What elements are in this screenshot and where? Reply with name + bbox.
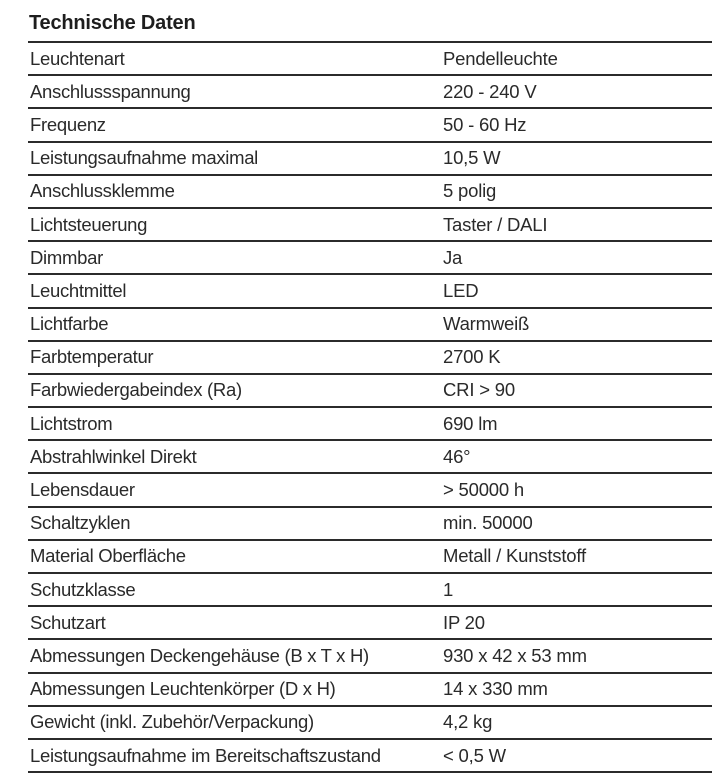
spec-value: 4,2 kg xyxy=(443,711,493,733)
spec-value: > 50000 h xyxy=(443,479,525,501)
table-row xyxy=(28,342,712,375)
spec-value: IP 20 xyxy=(443,611,485,633)
spec-label: Material Oberfläche xyxy=(30,545,186,567)
table-row xyxy=(28,375,712,408)
table-row xyxy=(28,607,712,640)
table-row xyxy=(28,707,712,740)
spec-label: Abstrahlwinkel Direkt xyxy=(30,445,197,467)
spec-label: Frequenz xyxy=(30,113,106,135)
spec-value: Warmweiß xyxy=(443,313,530,335)
spec-value: Pendelleuchte xyxy=(443,47,558,69)
spec-value: 2700 K xyxy=(443,346,501,368)
spec-value: LED xyxy=(443,279,479,301)
table-row xyxy=(28,109,712,142)
table-row xyxy=(28,43,712,76)
spec-value: Metall / Kunststoff xyxy=(443,545,586,567)
table-row xyxy=(28,574,712,607)
spec-value: CRI > 90 xyxy=(443,379,515,401)
spec-label: Leuchtmittel xyxy=(30,279,127,301)
spec-label: Lichtstrom xyxy=(30,412,113,434)
spec-value: 220 - 240 V xyxy=(443,80,537,102)
section-title: Technische Daten xyxy=(29,12,196,34)
table-row xyxy=(28,242,712,275)
specs-table xyxy=(28,41,712,773)
table-row xyxy=(28,474,712,507)
spec-label: Lichtfarbe xyxy=(30,313,109,335)
table-row xyxy=(28,508,712,541)
spec-label: Leuchtenart xyxy=(30,47,125,69)
spec-value: 14 x 330 mm xyxy=(443,678,548,700)
table-row xyxy=(28,541,712,574)
spec-label: Anschlussspannung xyxy=(30,80,191,102)
spec-label: Leistungsaufnahme maximal xyxy=(30,147,258,169)
spec-label: Dimmbar xyxy=(30,246,103,268)
spec-label: Lichtsteuerung xyxy=(30,213,148,235)
spec-label: Abmessungen Leuchtenkörper (D x H) xyxy=(30,678,336,700)
spec-label: Gewicht (inkl. Zubehör/Verpackung) xyxy=(30,711,314,733)
spec-label: Anschlussklemme xyxy=(30,180,175,202)
spec-value: 46° xyxy=(443,445,471,467)
table-row xyxy=(28,640,712,673)
spec-value: < 0,5 W xyxy=(443,744,506,766)
table-row xyxy=(28,740,712,773)
spec-value: Ja xyxy=(443,246,463,268)
table-row xyxy=(28,76,712,109)
spec-label: Leistungsaufnahme im Bereitschaftszustand xyxy=(30,744,381,766)
table-row xyxy=(28,143,712,176)
spec-label: Abmessungen Deckengehäuse (B x T x H) xyxy=(30,644,369,666)
spec-value: min. 50000 xyxy=(443,512,533,534)
spec-value: Taster / DALI xyxy=(443,213,548,235)
table-row xyxy=(28,275,712,308)
spec-value: 690 lm xyxy=(443,412,498,434)
spec-label: Lebensdauer xyxy=(30,479,135,501)
table-row xyxy=(28,674,712,707)
spec-value: 5 polig xyxy=(443,180,497,202)
spec-label: Schutzart xyxy=(30,611,106,633)
table-row xyxy=(28,408,712,441)
spec-value: 10,5 W xyxy=(443,147,501,169)
table-row xyxy=(28,441,712,474)
spec-value: 930 x 42 x 53 mm xyxy=(443,644,587,666)
table-row xyxy=(28,309,712,342)
spec-label: Schutzklasse xyxy=(30,578,136,600)
spec-label: Farbwiedergabeindex (Ra) xyxy=(30,379,242,401)
spec-label: Farbtemperatur xyxy=(30,346,154,368)
table-row xyxy=(28,176,712,209)
spec-value: 1 xyxy=(443,578,454,600)
spec-value: 50 - 60 Hz xyxy=(443,113,527,135)
table-row xyxy=(28,209,712,242)
spec-label: Schaltzyklen xyxy=(30,512,131,534)
